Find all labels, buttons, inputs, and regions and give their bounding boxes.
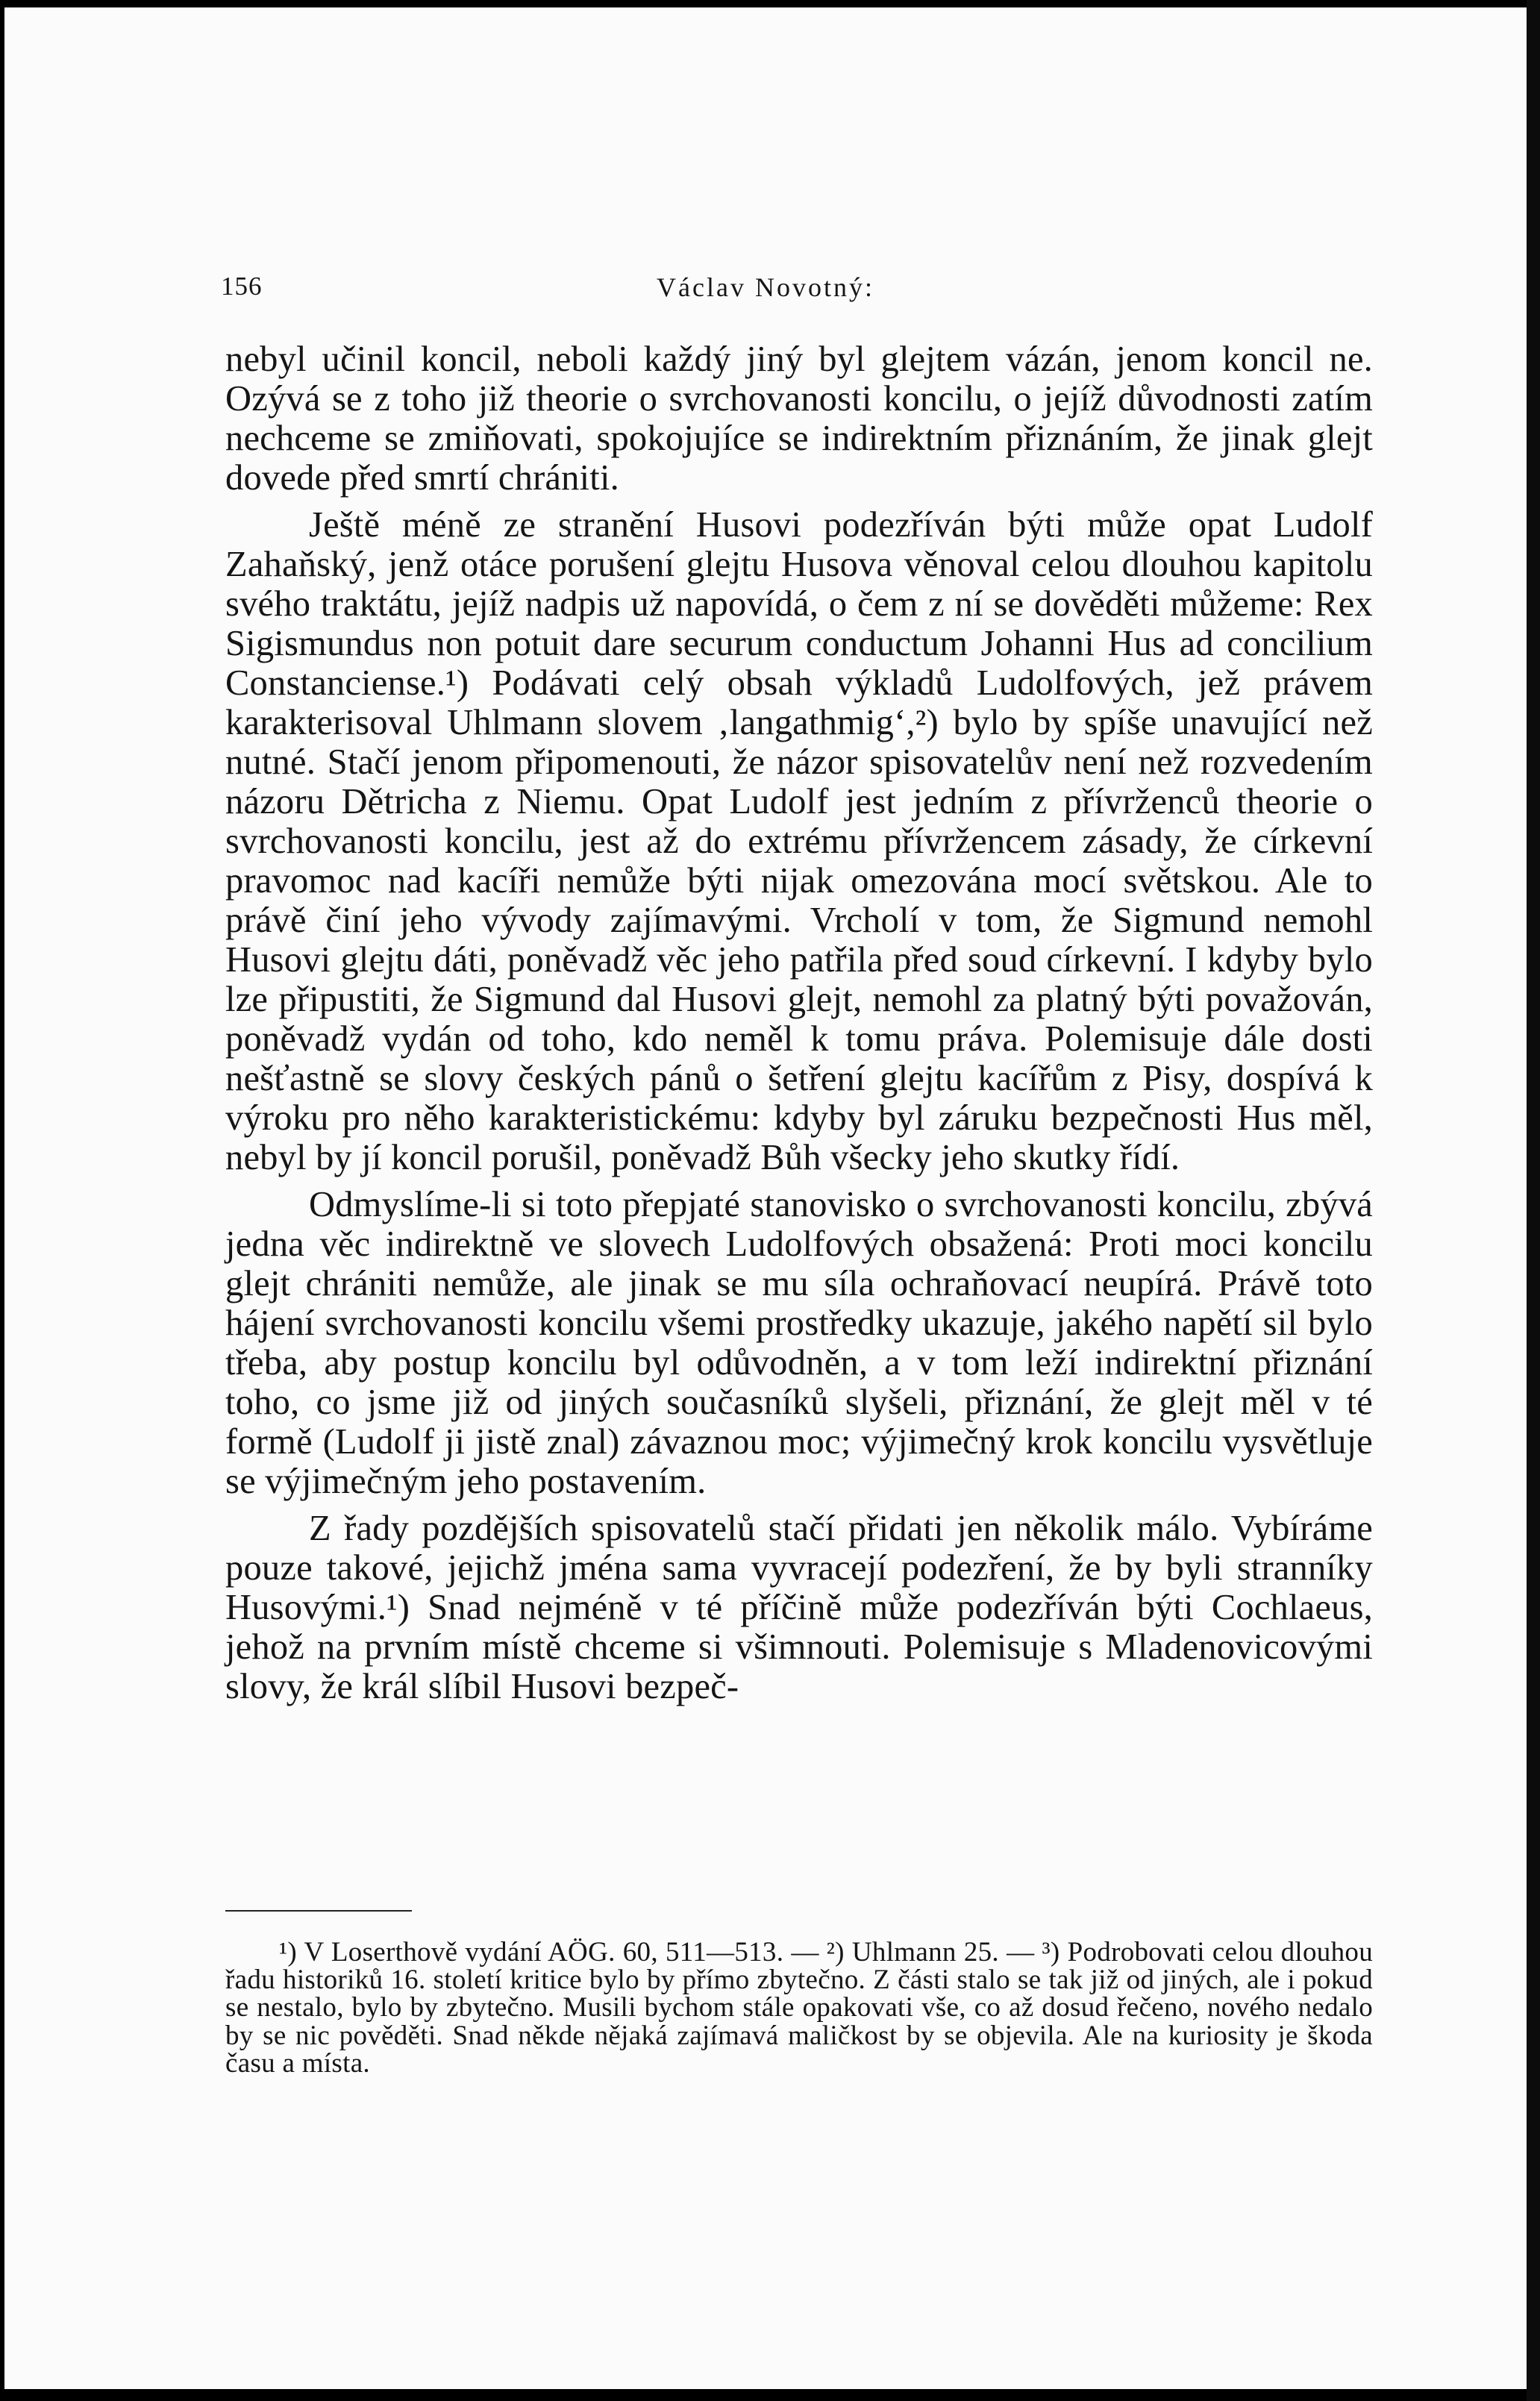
running-head: Václav Novotný: bbox=[657, 272, 874, 302]
scan-edge bbox=[1527, 0, 1540, 2401]
paragraph-3: Odmyslíme-li si toto přepjaté stanovisko o svrchovanosti koncilu, zbývá jedna věc indirektně ve slovech Ludolfových obsažená: Proti moci koncilu glejt chrániti nemůže, ale jinak se mu síla ochraňovací neupírá. Právě toto hájení svrchovanosti koncilu všemi prostředky ukazuje, jakého napětí sil bylo třeba, aby postup koncilu byl odůvodněn, a v tom leží indirektní přiznání toho, co jsme již od jiných současníků slyšeli, přiznání, že glejt měl v té formě (Ludolf ji jistě znal) závaznou moc; výjimečný krok koncilu vysvětluje se výjimečným jeho postavením. bbox=[225, 1185, 1373, 1501]
book-page bbox=[4, 7, 1527, 2389]
footnote-rule bbox=[225, 1910, 412, 1912]
page-header bbox=[4, 272, 1527, 309]
paragraph-4: Z řady pozdějších spisovatelů stačí přidati jen několik málo. Vybíráme pouze takové, jejichž jména sama vyvracejí podezření, že by byli stranníky Husovými.¹) Snad nejméně v té příčině může podezříván býti Cochlaeus, jehož na prvním místě chceme si všimnouti. Polemisuje s Mladenovicovými slovy, že král slíbil Husovi bezpeč- bbox=[225, 1509, 1373, 1706]
page-number: 156 bbox=[221, 272, 263, 301]
paragraph-1: nebyl učinil koncil, neboli každý jiný byl glejtem vázán, jenom koncil ne. Ozývá se z toho již theorie o svrchovanosti koncilu, o jejíž důvodnosti zatím nechceme se zmiňovati, spokojujíce se indirektním přiznáním, že jinak glejt dovede před smrtí chrániti. bbox=[225, 339, 1373, 498]
footnote-text: ¹) V Loserthově vydání AÖG. 60, 511—513. — ²) Uhlmann 25. — ³) Podrobovati celou dlouhou řadu historiků 16. století kritice bylo by přímo zbytečno. Z části stalo se tak již od jiných, ale i pokud se nestalo, bylo by zbytečno. Musili bychom stále opakovati vše, co až dosud řečeno, nového nedalo by se nic pověděti. Snad někde nějaká zajímavá maličkost by se objevila. Ale na kuriosity je škoda času a místa. bbox=[225, 1937, 1373, 2079]
paragraph-2: Ještě méně ze stranění Husovi podezříván býti může opat Ludolf Zahaňský, jenž otáce porušení glejtu Husova věnoval celou dlouhou kapitolu svého traktátu, jejíž nadpis už napovídá, o čem z ní se dověděti můžeme: Rex Sigismundus non potuit dare securum conductum Johanni Hus ad concilium Constanciense.¹) Podávati celý obsah výkladů Ludolfových, jež právem karakterisoval Uhlmann slovem ‚langathmig‘,²) bylo by spíše unavující než nutné. Stačí jenom připomenouti, že názor spisovatelův není než rozvedením názoru Dětricha z Niemu. Opat Ludolf jest jedním z přívrženců theorie o svrchovanosti koncilu, jest až do extrému přívržencem zásady, že církevní pravomoc nad kacíři nemůže býti nijak omezována mocí světskou. Ale to právě činí jeho vývody zajímavými. Vrcholí v tom, že Sigmund nemohl Husovi glejtu dáti, poněvadž věc jeho patřila před soud církevní. I kdyby bylo lze připustiti, že Sigmund dal Husovi glejt, nemohl za platný býti považován, poněvadž vydán od toho, kdo neměl k tomu práva. Polemisuje dále dosti nešťastně se slovy českých pánů o šetření glejtu kacířům z Pisy, dospívá k výroku pro něho karakteristickému: kdyby byl záruku bezpečnosti Hus měl, nebyl by jí koncil porušil, poněvadž Bůh všecky jeho skutky řídí. bbox=[225, 505, 1373, 1177]
footnotes bbox=[225, 1938, 1373, 2077]
body-text bbox=[225, 339, 1373, 1714]
